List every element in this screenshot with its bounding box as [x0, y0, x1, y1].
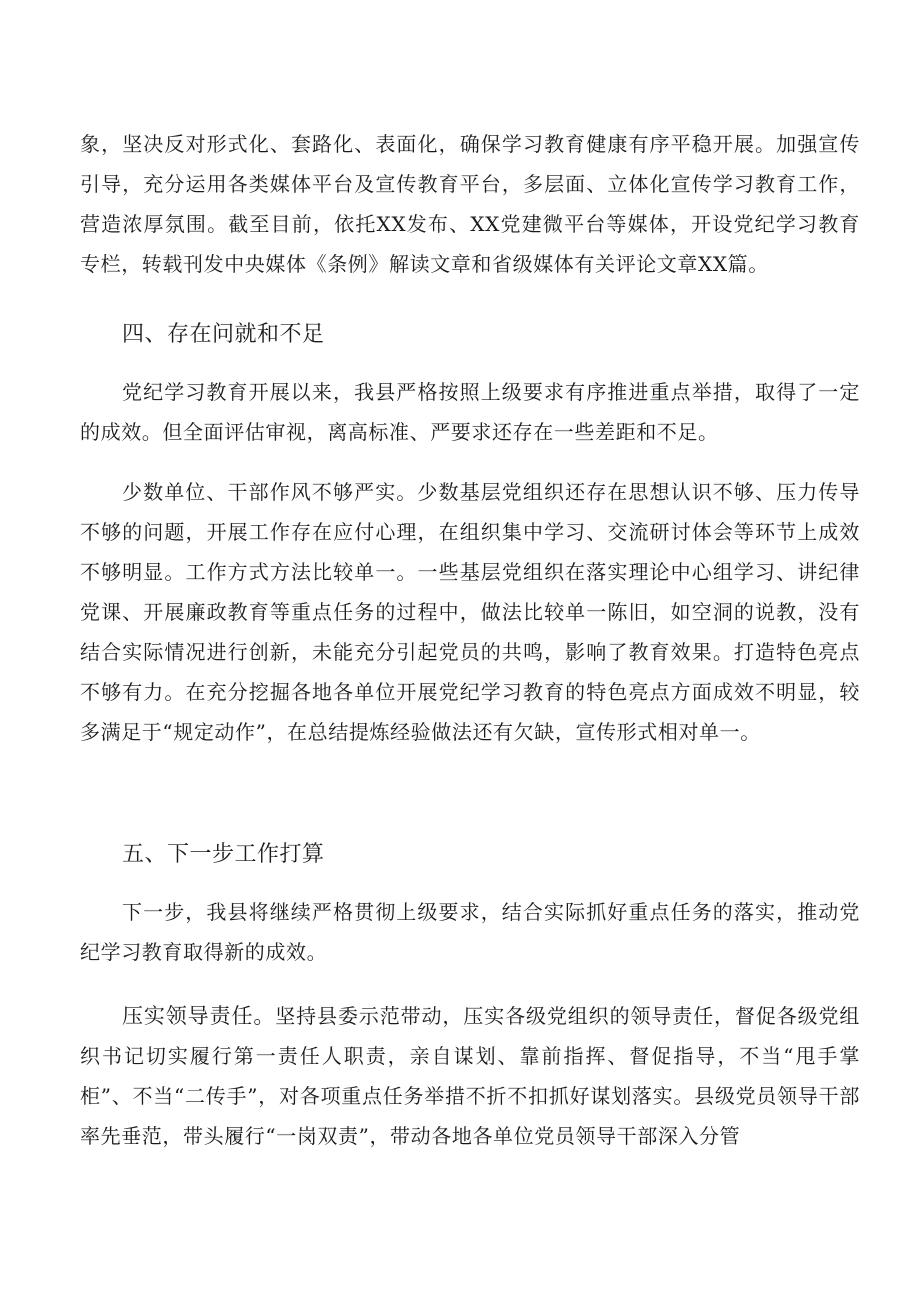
- paragraph-continuation: 象，坚决反对形式化、套路化、表面化，确保学习教育健康有序平稳开展。加强宣传引导，充分运用各类媒体平台及宣传教育平台，多层面、立体化宣传学习教育工作，营造浓厚氛围。截至目前，依托XX发布、XX党建微平台等媒体，开设党纪学习教育专栏，转载刊发中央媒体《条例》解读文章和省级媒体有关评论文章XX篇。: [80, 132, 860, 276]
- paragraph-body-text: 坚持县委示范带动，压实各级党组织的领导责任，督促各级党组织书记切实履行第一责任人职责，亲自谋划、靠前指挥、督促指导，不当“甩手掌柜”、不当“二传手”，对各项重点任务举措不折不扣抓好谋划落实。县级党员领导干部率先垂范，带头履行“一岗双责”，带动各地各单位党员领导干部深入分管: [80, 1004, 860, 1148]
- section-4-paragraph-2: 少数单位、干部作风不够严实。少数基层党组织还存在思想认识不够、压力传导不够的问题，开展工作存在应付心理，在组织集中学习、交流研讨体会等环节上成效不够明显。工作方式方法比较单一。一些基层党组织在落实理论中心组学习、讲纪律党课、开展廉政教育等重点任务的过程中，做法比较单一陈旧，如空洞的说教，没有结合实际情况进行创新，未能充分引起党员的共鸣，影响了教育效果。打造特色亮点不够有力。在充分挖掘各地各单位开展党纪学习教育的特色亮点方面成效不明显，较多满足于“规定动作”，在总结提炼经验做法还有欠缺，宣传形式相对单一。: [80, 480, 860, 744]
- section-5-paragraph-2: [80, 996, 860, 1156]
- section-5-paragraph-1: 下一步，我县将继续严格贯彻上级要求，结合实际抓好重点任务的落实，推动党纪学习教育取得新的成效。: [80, 900, 860, 964]
- paragraph-lead-phrase: 压实领导责任。: [122, 1004, 276, 1028]
- section-heading-4: 四、存在问就和不足: [122, 322, 325, 347]
- section-4-paragraph-1: 党纪学习教育开展以来，我县严格按照上级要求有序推进重点举措，取得了一定的成效。但全面评估审视，离高标准、严要求还存在一些差距和不足。: [80, 380, 860, 444]
- section-heading-5: 五、下一步工作打算: [122, 842, 325, 867]
